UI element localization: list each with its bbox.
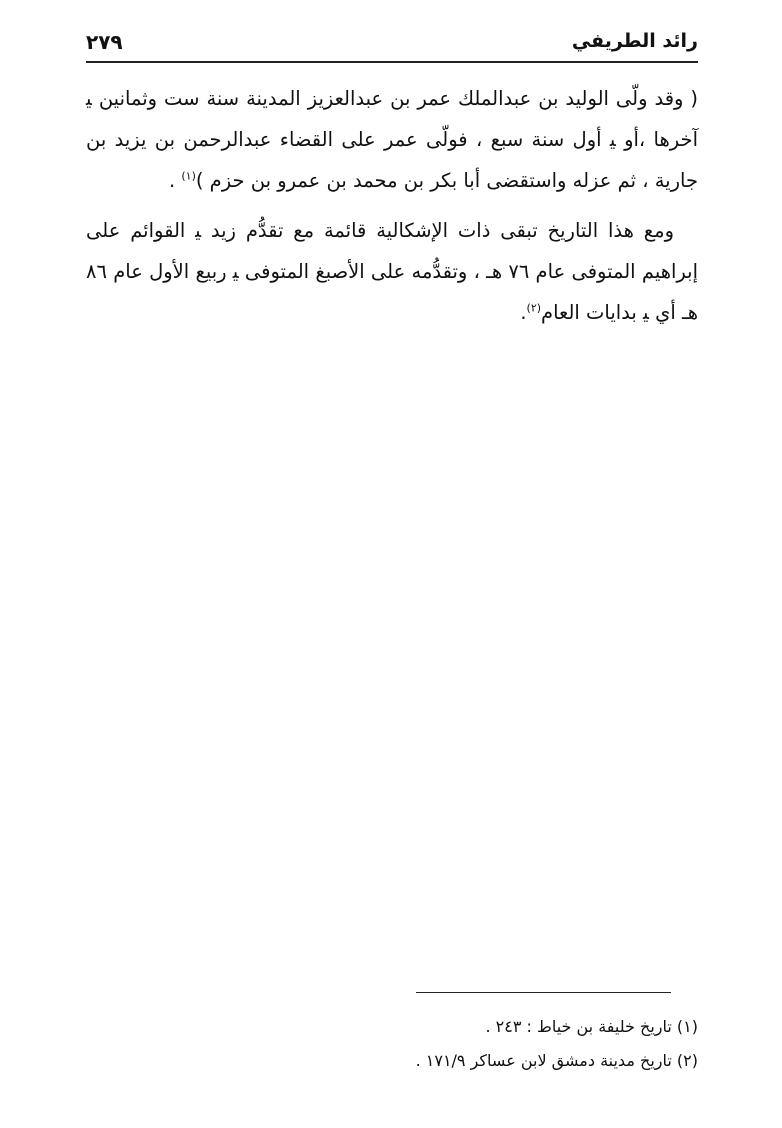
- footnotes: [86, 1010, 698, 1078]
- paragraph-1-tail: .: [168, 169, 182, 192]
- paragraph-2-tail: .: [520, 301, 527, 324]
- page-header: [86, 30, 698, 60]
- footnote-ref-2: (٢): [526, 301, 542, 315]
- footnote-ref-1: (١): [181, 169, 196, 183]
- paragraph-2-text: ومع هذا التاريخ تبقى ذات الإشكالية قائمة مع تقدُّم زيد ﯿ القوائم على إبراهيم المتوفى عام ٧٦ هـ ، وتقدُّمه على الأصبغ المتوفى ﯿ ربيع الأول عام ٨٦ هـ أي ﯿ بدايات العام: [86, 219, 699, 324]
- paragraph-2: [86, 210, 698, 333]
- footnote-rule: [416, 992, 671, 993]
- main-text: [86, 78, 698, 342]
- paragraph-1-text: ( وقد ولّى الوليد بن عبدالملك عمر بن عبدالعزيز المدينة سنة ست وثمانين ﯿ آخرها ،أو ﯿ أول سنة سبع ، فولّى عمر على القضاء عبدالرحمن بن يزيد بن جارية ، ثم عزله واستقضى أبا بكر بن محمد بن عمرو بن حزم ): [86, 87, 698, 192]
- footnote-2: (٢) تاريخ مدينة دمشق لابن عساكر ١٧١/٩ .: [415, 1051, 698, 1070]
- paragraph-1: [86, 78, 698, 201]
- running-title: رائد الطريفي: [571, 30, 698, 52]
- page-number: ٢٧٩: [86, 30, 123, 54]
- footnote-1: (١) تاريخ خليفة بن خياط : ٢٤٣ .: [485, 1017, 698, 1036]
- header-rule: [86, 61, 698, 63]
